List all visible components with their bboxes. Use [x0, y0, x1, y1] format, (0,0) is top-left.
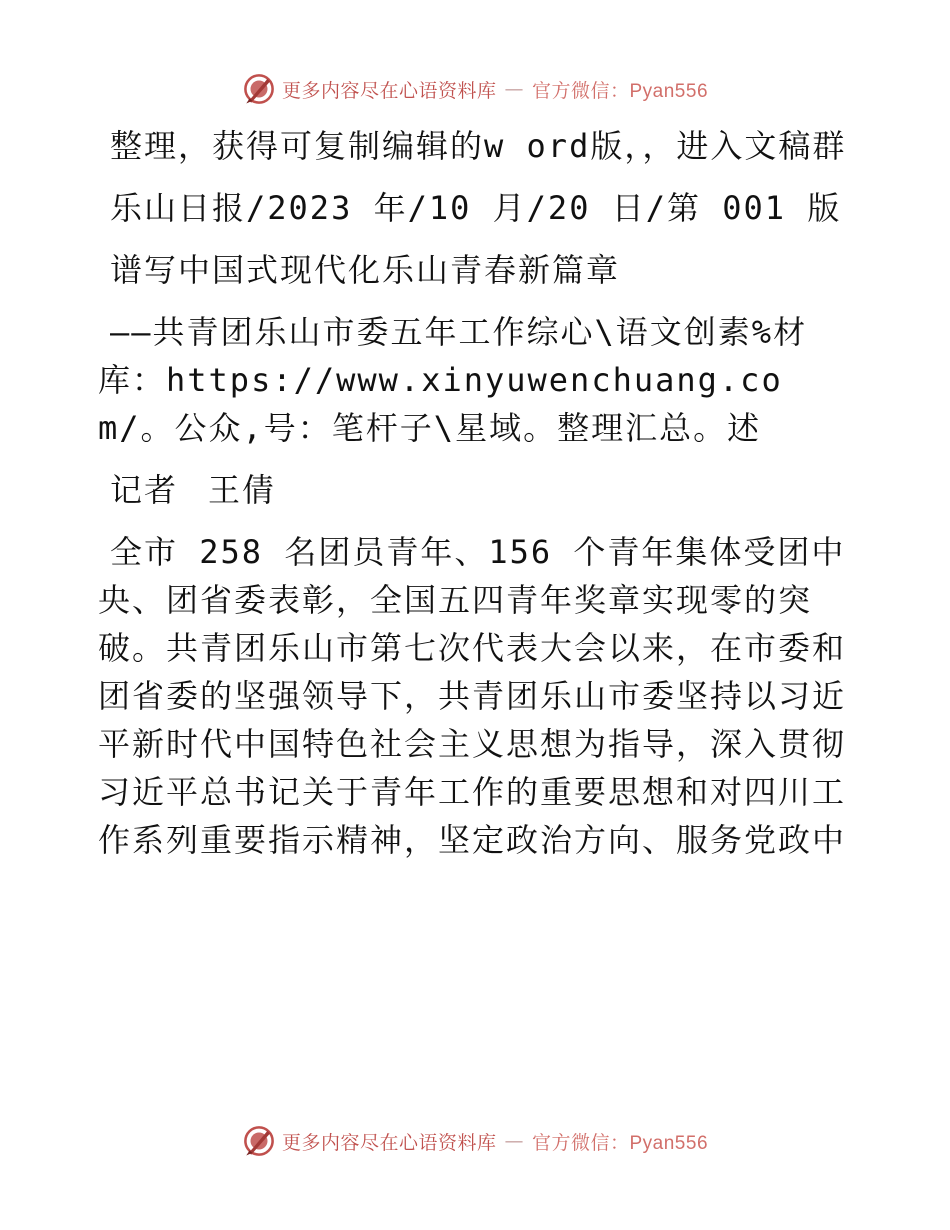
- source-line: 乐山日报/2023 年/10 月/20 日/第 001 版: [110, 189, 842, 227]
- byline-label: 记者: [110, 471, 179, 509]
- article-title: 谱写中国式现代化乐山青春新篇章: [110, 251, 621, 289]
- body-paragraph: 全市 258 名团员青年、156 个青年集体受团中央、团省委表彰，全国五四青年奖章实现零的突破。共青团乐山市第七次代表大会以来，在市委和团省委的坚强领导下，共青团乐山市委坚持以习近平新时代中国特色社会主义思想为指导，深入贯彻习近平总书记关于青年工作的重要思想和对四川工作系列重要指示精神，坚定政治方向、服务党政中: [98, 533, 847, 859]
- intro-paragraph: 整理，获得可复制编辑的w ord版，，进入文稿群: [110, 127, 847, 165]
- watermark-dash: —: [504, 78, 524, 100]
- watermark-header: [0, 72, 950, 106]
- byline: [98, 466, 858, 514]
- watermark-footer: [0, 1124, 950, 1158]
- pen-logo-icon: [242, 72, 276, 106]
- pen-logo-icon: [242, 1124, 276, 1158]
- document-body: [98, 122, 858, 864]
- watermark-account: 官方微信：Pyan556: [532, 1132, 709, 1154]
- watermark-text: 更多内容尽在心语资料库: [281, 79, 497, 102]
- watermark-dash: —: [504, 1130, 524, 1152]
- watermark-text: 更多内容尽在心语资料库: [281, 1131, 497, 1154]
- watermark-account: 官方微信：Pyan556: [532, 80, 709, 102]
- byline-name: 王倩: [208, 471, 277, 509]
- article-subtitle: ——共青团乐山市委五年工作综心\语文创素%材库：https://www.xinyuwenchuang.com/。公众,号：笔杆子\星域。整理汇总。述: [98, 313, 808, 447]
